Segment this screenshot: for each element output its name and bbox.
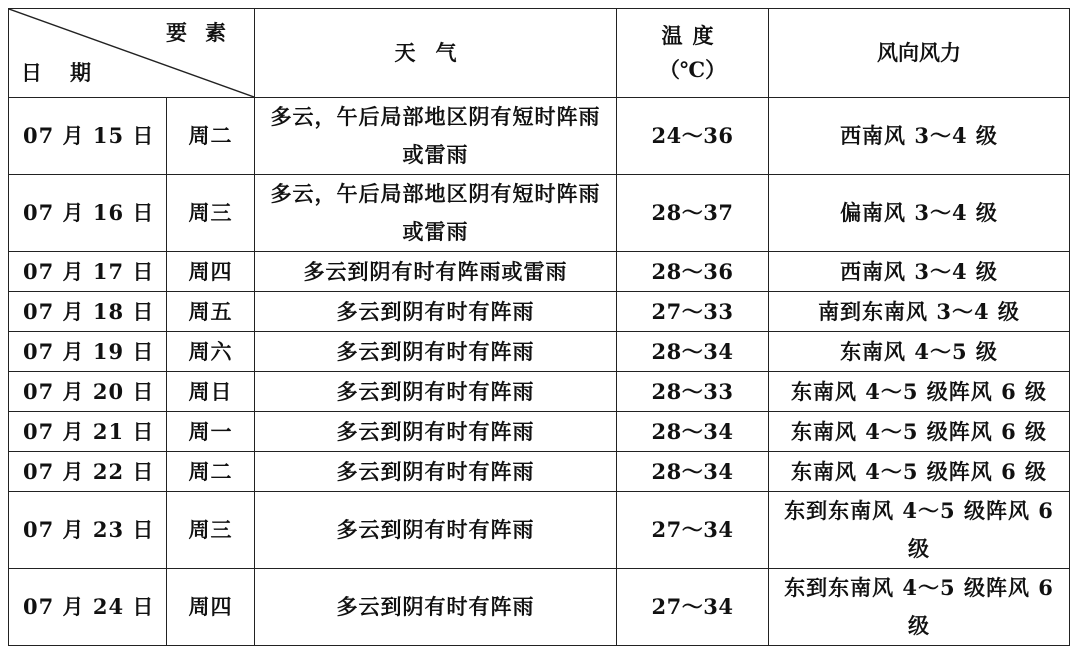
header-wind: 风向风力 — [769, 9, 1070, 98]
weekday-cell: 周六 — [167, 332, 255, 372]
date-cell: 07 月 16 日 — [9, 175, 167, 252]
temperature-cell: 27～34 — [617, 569, 769, 646]
temperature-cell: 28～36 — [617, 252, 769, 292]
wind-cell: 西南风 3～4 级 — [769, 98, 1070, 175]
table-row — [9, 412, 1070, 452]
temperature-cell: 24～36 — [617, 98, 769, 175]
temperature-cell: 28～34 — [617, 452, 769, 492]
date-cell: 07 月 24 日 — [9, 569, 167, 646]
corner-label-elements: 要素 — [166, 20, 244, 45]
weekday-cell: 周二 — [167, 452, 255, 492]
weather-cell: 多云，午后局部地区阴有短时阵雨或雷雨 — [255, 175, 617, 252]
corner-header-cell — [9, 9, 255, 98]
weekday-cell: 周四 — [167, 569, 255, 646]
date-cell: 07 月 15 日 — [9, 98, 167, 175]
header-weather: 天气 — [255, 9, 617, 98]
weather-cell: 多云到阴有时有阵雨 — [255, 332, 617, 372]
wind-cell: 东到东南风 4～5 级阵风 6 级 — [769, 569, 1070, 646]
table-row — [9, 252, 1070, 292]
wind-cell: 东南风 4～5 级 — [769, 332, 1070, 372]
forecast-table — [8, 8, 1070, 646]
header-row — [9, 9, 1070, 98]
weather-cell: 多云到阴有时有阵雨 — [255, 412, 617, 452]
table-row — [9, 492, 1070, 569]
date-cell: 07 月 17 日 — [9, 252, 167, 292]
weekday-cell: 周五 — [167, 292, 255, 332]
table-row — [9, 332, 1070, 372]
weather-cell: 多云到阴有时有阵雨 — [255, 569, 617, 646]
forecast-table-container — [8, 8, 1070, 646]
table-row — [9, 452, 1070, 492]
weather-cell: 多云到阴有时有阵雨或雷雨 — [255, 252, 617, 292]
temperature-cell: 27～34 — [617, 492, 769, 569]
wind-cell: 东南风 4～5 级阵风 6 级 — [769, 372, 1070, 412]
wind-cell: 东到东南风 4～5 级阵风 6 级 — [769, 492, 1070, 569]
weather-cell: 多云到阴有时有阵雨 — [255, 452, 617, 492]
wind-cell: 西南风 3～4 级 — [769, 252, 1070, 292]
weekday-cell: 周三 — [167, 175, 255, 252]
table-row — [9, 292, 1070, 332]
header-temperature-unit: （℃） — [658, 57, 727, 82]
wind-cell: 偏南风 3～4 级 — [769, 175, 1070, 252]
weekday-cell: 周二 — [167, 98, 255, 175]
weather-cell: 多云，午后局部地区阴有短时阵雨或雷雨 — [255, 98, 617, 175]
date-cell: 07 月 21 日 — [9, 412, 167, 452]
temperature-cell: 27～33 — [617, 292, 769, 332]
weekday-cell: 周三 — [167, 492, 255, 569]
wind-cell: 东南风 4～5 级阵风 6 级 — [769, 412, 1070, 452]
weather-cell: 多云到阴有时有阵雨 — [255, 292, 617, 332]
temperature-cell: 28～37 — [617, 175, 769, 252]
header-temperature-label: 温度 — [661, 23, 724, 48]
weekday-cell: 周一 — [167, 412, 255, 452]
temperature-cell: 28～34 — [617, 412, 769, 452]
date-cell: 07 月 20 日 — [9, 372, 167, 412]
table-row — [9, 98, 1070, 175]
wind-cell: 南到东南风 3～4 级 — [769, 292, 1070, 332]
table-row — [9, 372, 1070, 412]
date-cell: 07 月 22 日 — [9, 452, 167, 492]
header-temperature — [617, 9, 769, 98]
date-cell: 07 月 19 日 — [9, 332, 167, 372]
temperature-cell: 28～33 — [617, 372, 769, 412]
temperature-cell: 28～34 — [617, 332, 769, 372]
table-row — [9, 569, 1070, 646]
corner-label-date: 日期 — [21, 60, 119, 85]
weather-cell: 多云到阴有时有阵雨 — [255, 492, 617, 569]
date-cell: 07 月 23 日 — [9, 492, 167, 569]
weekday-cell: 周日 — [167, 372, 255, 412]
date-cell: 07 月 18 日 — [9, 292, 167, 332]
table-row — [9, 175, 1070, 252]
weekday-cell: 周四 — [167, 252, 255, 292]
weather-cell: 多云到阴有时有阵雨 — [255, 372, 617, 412]
wind-cell: 东南风 4～5 级阵风 6 级 — [769, 452, 1070, 492]
